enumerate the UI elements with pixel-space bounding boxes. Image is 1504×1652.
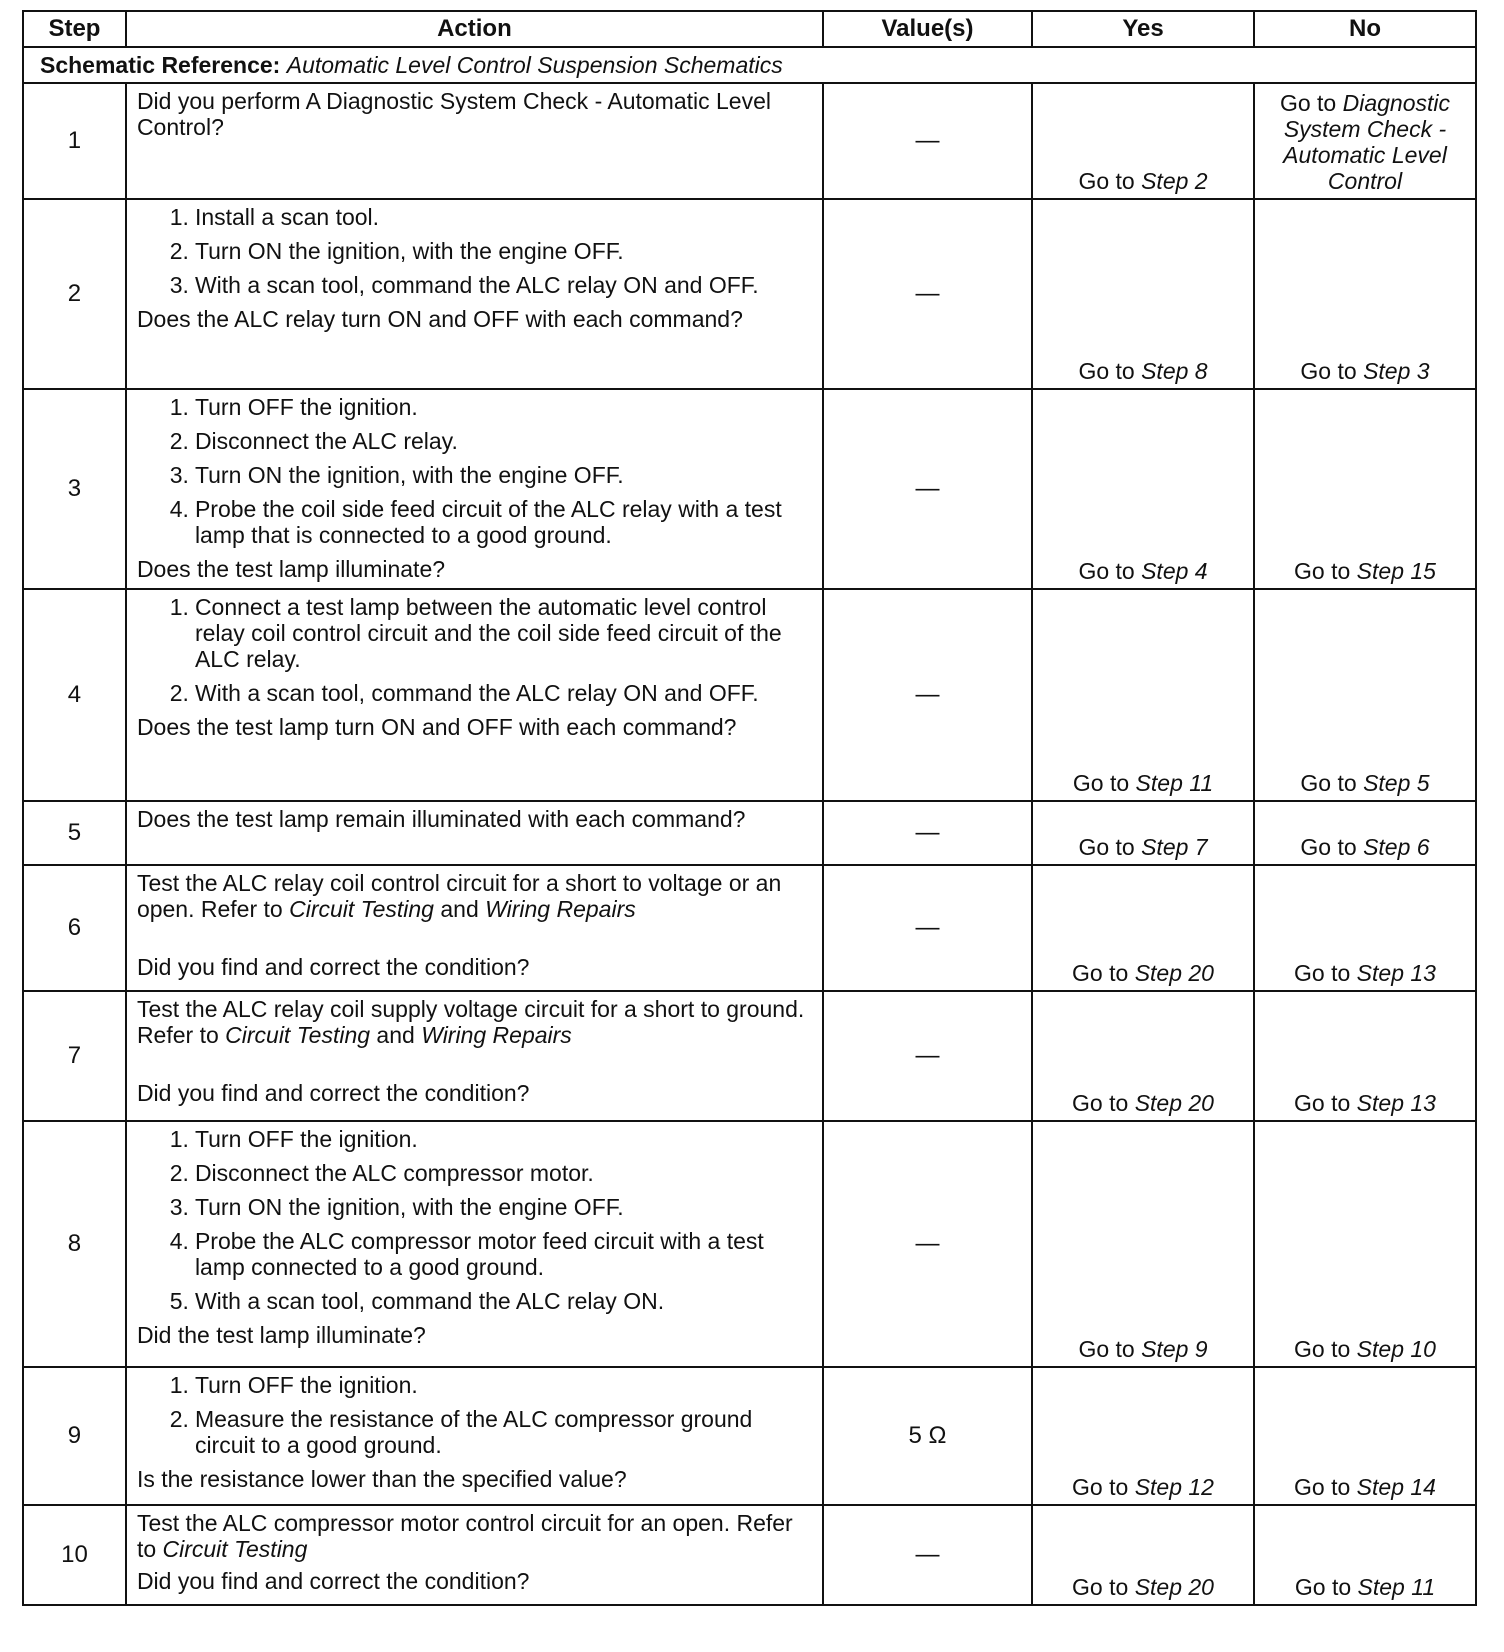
value-cell: — [823, 991, 1032, 1121]
action-cell [126, 1505, 823, 1605]
action-question: Does the test lamp illuminate? [136, 556, 446, 582]
diagnostic-table-page [22, 10, 1477, 1606]
table-row [23, 199, 1476, 389]
value-cell: — [823, 589, 1032, 801]
no-prefix: Go to [1294, 558, 1357, 584]
list-item: 3. Turn ON the ignition, with the engine OFF. [169, 462, 624, 488]
table-row [23, 991, 1476, 1121]
action-text: Test the ALC relay coil supply voltage circuit for a short to ground. Refer to Circuit Testing and Wiring Repairs [136, 996, 805, 1048]
list-item: 3. Turn ON the ignition, with the engine OFF. [169, 1194, 624, 1220]
header-row [23, 11, 1476, 47]
yes-prefix: Go to [1078, 1336, 1142, 1362]
list-item: 4. Probe the coil side feed circuit of the ALC relay with a test lamp that is connected to a good ground. [169, 496, 782, 548]
list-item: 1. Connect a test lamp between the automatic level control relay coil control circuit and the coil side feed circuit of the ALC relay. [169, 594, 782, 672]
list-item: 1. Turn OFF the ignition. [169, 394, 418, 420]
action-question: Does the ALC relay turn ON and OFF with each command? [136, 306, 743, 332]
yes-link: Step 2 [1141, 168, 1208, 194]
action-steps-list [137, 394, 812, 548]
value-cell: — [823, 1121, 1032, 1367]
action-cell [126, 83, 823, 199]
action-text: Test the ALC compressor motor control circuit for an open. Refer to Circuit Testing [136, 1510, 793, 1562]
action-cell [126, 801, 823, 865]
yes-prefix: Go to [1078, 834, 1142, 860]
list-item: 4. Probe the ALC compressor motor feed circuit with a test lamp connected to a good ground. [169, 1228, 764, 1280]
yes-link: Step 9 [1141, 1336, 1208, 1362]
header-values: Value(s) [823, 11, 1032, 47]
list-item: 1. Install a scan tool. [169, 204, 380, 230]
no-link: Step 10 [1356, 1336, 1436, 1362]
no-cell [1254, 801, 1476, 865]
step-number: 5 [23, 801, 126, 865]
action-question: Is the resistance lower than the specified value? [136, 1466, 627, 1492]
action-cell [126, 1121, 823, 1367]
yes-prefix: Go to [1072, 770, 1136, 796]
no-prefix: Go to [1294, 1574, 1358, 1600]
action-text: Did you perform A Diagnostic System Check - Automatic Level Control? [136, 88, 771, 140]
action-cell [126, 1367, 823, 1505]
list-item: 1. Turn OFF the ignition. [169, 1372, 418, 1398]
action-steps-list [137, 1372, 812, 1458]
no-link: Step 14 [1356, 1474, 1436, 1500]
no-cell [1254, 1121, 1476, 1367]
action-steps-list [137, 594, 812, 706]
value-cell: 5 Ω [823, 1367, 1032, 1505]
step-number: 7 [23, 991, 126, 1121]
value-cell: — [823, 1505, 1032, 1605]
yes-link: Step 8 [1141, 358, 1208, 384]
value-cell: — [823, 83, 1032, 199]
circuit-testing-link: Circuit Testing [289, 896, 434, 922]
value-cell: — [823, 199, 1032, 389]
no-prefix: Go to [1300, 834, 1364, 860]
no-cell [1254, 589, 1476, 801]
yes-cell [1032, 865, 1254, 991]
no-prefix: Go to [1294, 1090, 1357, 1116]
list-item: 2. Disconnect the ALC relay. [169, 428, 458, 454]
action-cell [126, 589, 823, 801]
yes-prefix: Go to [1078, 168, 1142, 194]
no-link: Step 3 [1363, 358, 1430, 384]
no-link: Step 15 [1356, 558, 1436, 584]
yes-cell [1032, 589, 1254, 801]
action-cell [126, 389, 823, 589]
no-cell [1254, 199, 1476, 389]
table-row [23, 1367, 1476, 1505]
list-item: 2. Turn ON the ignition, with the engine OFF. [169, 238, 624, 264]
yes-prefix: Go to [1072, 1574, 1135, 1600]
no-prefix: Go to [1300, 358, 1364, 384]
action-question: Did you find and correct the condition? [136, 954, 530, 980]
step-number: 6 [23, 865, 126, 991]
step-number: 8 [23, 1121, 126, 1367]
step-number: 2 [23, 199, 126, 389]
step-number: 10 [23, 1505, 126, 1605]
header-yes: Yes [1032, 11, 1254, 47]
no-prefix: Go to [1294, 1474, 1357, 1500]
no-link: Step 13 [1356, 1090, 1436, 1116]
list-item: 1. Turn OFF the ignition. [169, 1126, 418, 1152]
diagnostic-table [22, 10, 1477, 1606]
no-link: Step 6 [1363, 834, 1430, 860]
yes-link: Step 20 [1134, 1090, 1214, 1116]
list-item: 2. Measure the resistance of the ALC compressor ground circuit to a good ground. [169, 1406, 753, 1458]
value-cell: — [823, 801, 1032, 865]
no-cell [1254, 865, 1476, 991]
no-cell [1254, 389, 1476, 589]
yes-link: Step 11 [1135, 770, 1214, 796]
yes-cell [1032, 1367, 1254, 1505]
yes-cell [1032, 83, 1254, 199]
step-number: 4 [23, 589, 126, 801]
no-link: Diagnostic System Check - Automatic Level Control [1283, 90, 1451, 194]
yes-prefix: Go to [1072, 1474, 1135, 1500]
circuit-testing-link: Circuit Testing [162, 1536, 308, 1562]
no-prefix: Go to [1300, 770, 1364, 796]
table-row [23, 589, 1476, 801]
no-link: Step 13 [1356, 960, 1436, 986]
action-question: Does the test lamp turn ON and OFF with each command? [136, 714, 737, 740]
action-question: Does the test lamp remain illuminated with each command? [136, 806, 746, 832]
no-cell [1254, 1367, 1476, 1505]
step-number: 1 [23, 83, 126, 199]
yes-link: Step 20 [1134, 960, 1214, 986]
schematic-reference-link: Automatic Level Control Suspension Schematics [286, 52, 783, 78]
yes-prefix: Go to [1072, 960, 1135, 986]
table-row [23, 1121, 1476, 1367]
schematic-reference-label: Schematic Reference: [40, 52, 281, 78]
schematic-reference [23, 47, 1476, 83]
action-cell [126, 865, 823, 991]
yes-cell [1032, 199, 1254, 389]
yes-prefix: Go to [1078, 558, 1142, 584]
table-row [23, 1505, 1476, 1605]
table-row [23, 83, 1476, 199]
header-action: Action [126, 11, 823, 47]
yes-prefix: Go to [1072, 1090, 1135, 1116]
yes-link: Step 7 [1141, 834, 1208, 860]
no-cell [1254, 83, 1476, 199]
yes-link: Step 20 [1134, 1574, 1214, 1600]
no-link: Step 11 [1357, 1574, 1436, 1600]
yes-cell [1032, 1121, 1254, 1367]
action-steps-list [137, 204, 812, 298]
circuit-testing-link: Circuit Testing [225, 1022, 371, 1048]
action-question: Did you find and correct the condition? [136, 1568, 530, 1594]
yes-cell [1032, 389, 1254, 589]
table-row [23, 865, 1476, 991]
action-cell [126, 991, 823, 1121]
header-step: Step [23, 11, 126, 47]
value-cell: — [823, 865, 1032, 991]
action-question: Did you find and correct the condition? [136, 1080, 530, 1106]
step-number: 9 [23, 1367, 126, 1505]
header-no: No [1254, 11, 1476, 47]
yes-cell [1032, 1505, 1254, 1605]
yes-cell [1032, 801, 1254, 865]
action-question: Did the test lamp illuminate? [136, 1322, 426, 1348]
list-item: 5. With a scan tool, command the ALC relay ON. [169, 1288, 665, 1314]
wiring-repairs-link: Wiring Repairs [485, 896, 636, 922]
action-text: Test the ALC relay coil control circuit for a short to voltage or an open. Refer to Circuit Testing and Wiring Repairs [136, 870, 782, 922]
yes-link: Step 12 [1134, 1474, 1214, 1500]
yes-prefix: Go to [1078, 358, 1142, 384]
action-steps-list [137, 1126, 812, 1314]
yes-link: Step 4 [1141, 558, 1208, 584]
value-cell: — [823, 389, 1032, 589]
no-prefix: Go to [1294, 960, 1357, 986]
no-prefix: Go to [1294, 1336, 1357, 1362]
step-number: 3 [23, 389, 126, 589]
list-item: 3. With a scan tool, command the ALC relay ON and OFF. [169, 272, 759, 298]
no-cell [1254, 991, 1476, 1121]
action-cell [126, 199, 823, 389]
list-item: 2. With a scan tool, command the ALC relay ON and OFF. [169, 680, 759, 706]
table-row [23, 801, 1476, 865]
table-row [23, 389, 1476, 589]
no-link: Step 5 [1363, 770, 1430, 796]
no-prefix: Go to [1279, 90, 1343, 116]
no-cell [1254, 1505, 1476, 1605]
list-item: 2. Disconnect the ALC compressor motor. [169, 1160, 594, 1186]
yes-cell [1032, 991, 1254, 1121]
wiring-repairs-link: Wiring Repairs [421, 1022, 572, 1048]
schematic-reference-row [23, 47, 1476, 83]
